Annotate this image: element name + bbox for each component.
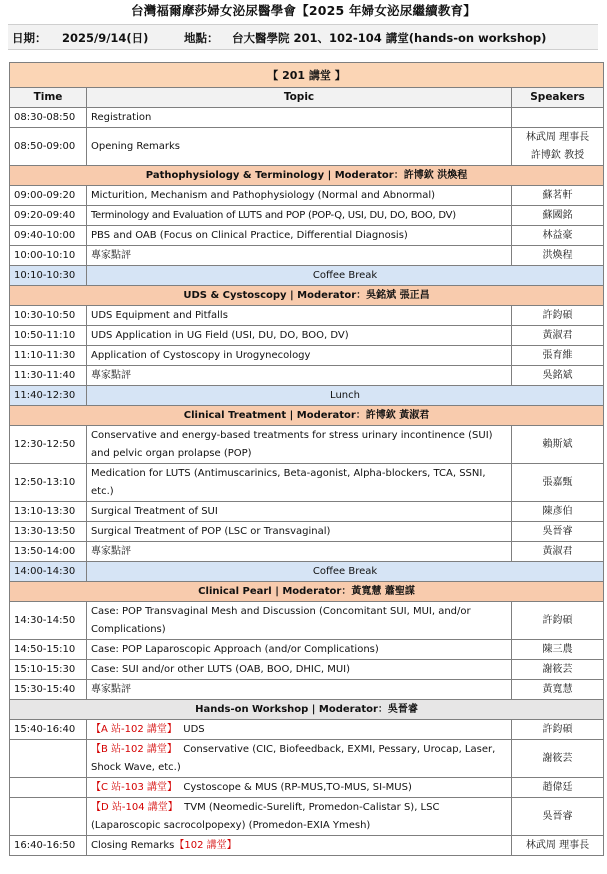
speaker-cell [512,108,604,128]
speaker-cell: 陳彥伯 [512,502,604,522]
date-value: 2025/9/14(日) [62,31,149,45]
time-cell: 10:10-10:30 [10,266,87,286]
table-row [10,306,604,326]
time-cell: 15:30-15:40 [10,680,87,700]
date-label: 日期： [12,31,47,45]
time-cell: 10:30-10:50 [10,306,87,326]
speaker-cell: 張嘉甄 [512,464,604,502]
time-cell: 14:00-14:30 [10,562,87,582]
time-cell: 13:10-13:30 [10,502,87,522]
speaker-cell: 趙偉廷 [512,778,604,798]
event-info-bar [8,24,598,50]
table-row [10,542,604,562]
speaker-cell: 許鈞碩 [512,720,604,740]
time-cell: 10:50-11:10 [10,326,87,346]
speaker-cell: 張育維 [512,346,604,366]
speaker-cell: 吳銘斌 [512,366,604,386]
time-cell: 11:10-11:30 [10,346,87,366]
topic-cell: Medication for LUTS (Antimuscarinics, Beta-agonist, Alpha-blockers, TCA, SSNI, etc.) [87,464,512,502]
table-row [10,108,604,128]
section-heading: Clinical Treatment | Moderator：許博欽 黃淑君 [10,406,604,426]
closing-room: 【102 講堂】 [174,840,237,851]
speaker-cell [512,128,604,166]
table-row [10,326,604,346]
topic-cell: 專家點評 [87,366,512,386]
station-label: 【A 站-102 講堂】 [91,724,177,735]
break-label: Coffee Break [87,562,604,582]
time-cell: 11:30-11:40 [10,366,87,386]
time-cell: 11:40-12:30 [10,386,87,406]
speaker-name: 許博欽 教授 [530,149,585,161]
topic-cell [87,798,512,836]
speaker-cell: 許鈞碩 [512,306,604,326]
break-label: Lunch [87,386,604,406]
speaker-cell: 黃寬慧 [512,680,604,700]
speaker-cell: 吳晉睿 [512,522,604,542]
column-header-topic: Topic [87,88,512,108]
table-row [10,426,604,464]
topic-cell: Surgical Treatment of POP (LSC or Transvaginal) [87,522,512,542]
time-cell: 12:50-13:10 [10,464,87,502]
time-cell: 08:30-08:50 [10,108,87,128]
time-cell: 09:20-09:40 [10,206,87,226]
speaker-cell: 許鈞碩 [512,602,604,640]
station-topic: TVM (Neomedic-Surelift, Promedon-Calistar S), LSC (Laparoscopic sacrocolpopexy) (Promedon-EXIA Ymesh) [91,801,440,831]
time-cell: 16:40-16:50 [10,836,87,856]
topic-cell: Terminology and Evaluation of LUTS and POP (POP-Q, USI, DU, DO, BOO, DV) [87,206,512,226]
schedule-table [9,62,604,856]
speaker-name: 林武周 理事長 [525,131,590,143]
section-heading: Clinical Pearl | Moderator：黃寬慧 蕭聖謀 [10,582,604,602]
table-row [10,226,604,246]
table-row [10,464,604,502]
topic-cell [87,778,512,798]
speaker-cell: 蘇國銘 [512,206,604,226]
topic-cell: Opening Remarks [87,128,512,166]
time-cell [10,798,87,836]
speaker-cell: 謝筱芸 [512,740,604,778]
time-cell: 13:50-14:00 [10,542,87,562]
section-heading: Hands-on Workshop | Moderator：吳晉睿 [10,700,604,720]
closing-topic: Closing Remarks [91,840,175,851]
topic-cell: Micturition, Mechanism and Pathophysiology (Normal and Abnormal) [87,186,512,206]
time-cell [10,778,87,798]
table-row [10,660,604,680]
speaker-cell: 洪煥程 [512,246,604,266]
time-cell: 12:30-12:50 [10,426,87,464]
topic-cell: UDS Equipment and Pitfalls [87,306,512,326]
table-row [10,366,604,386]
table-row [10,128,604,166]
speaker-cell: 林益豪 [512,226,604,246]
break-label: Coffee Break [87,266,604,286]
table-row [10,602,604,640]
topic-cell: Application of Cystoscopy in Urogynecology [87,346,512,366]
speaker-cell: 林武周 理事長 [512,836,604,856]
table-row [10,186,604,206]
speaker-cell: 賴斯斌 [512,426,604,464]
column-header-speakers: Speakers [512,88,604,108]
time-cell: 14:30-14:50 [10,602,87,640]
column-header-time: Time [10,88,87,108]
topic-cell [87,836,512,856]
topic-cell: Surgical Treatment of SUI [87,502,512,522]
time-cell: 14:50-15:10 [10,640,87,660]
topic-cell: UDS Application in UG Field (USI, DU, DO, BOO, DV) [87,326,512,346]
topic-cell: 專家點評 [87,542,512,562]
table-row [10,798,604,836]
time-cell: 15:40-16:40 [10,720,87,740]
station-label: 【C 站-103 講堂】 [91,782,178,793]
time-cell: 08:50-09:00 [10,128,87,166]
table-row [10,206,604,226]
topic-cell: 專家點評 [87,680,512,700]
station-topic: Conservative (CIC, Biofeedback, EXMI, Pessary, Urocap, Laser, Shock Wave, etc.) [91,743,496,773]
speaker-cell: 黃淑君 [512,542,604,562]
location-value: 台大醫學院 201、102-104 講堂(hands-on workshop) [232,31,547,45]
speaker-cell: 蘇茗軒 [512,186,604,206]
topic-cell: Conservative and energy-based treatments for stress urinary incontinence (SUI) and pelvic organ prolapse (POP) [87,426,512,464]
topic-cell: Case: SUI and/or other LUTS (OAB, BOO, DHIC, MUI) [87,660,512,680]
time-cell [10,740,87,778]
time-cell: 13:30-13:50 [10,522,87,542]
speaker-cell: 黃淑君 [512,326,604,346]
section-heading: UDS & Cystoscopy | Moderator：吳銘斌 張正昌 [10,286,604,306]
room-heading: 【 201 講堂 】 [10,63,604,88]
speaker-cell: 謝筱芸 [512,660,604,680]
topic-cell: Case: POP Laparoscopic Approach (and/or Complications) [87,640,512,660]
topic-cell [87,720,512,740]
station-topic: UDS [183,724,205,735]
table-row [10,720,604,740]
table-row [10,778,604,798]
topic-cell: PBS and OAB (Focus on Clinical Practice, Differential Diagnosis) [87,226,512,246]
location-label: 地點： [184,31,219,45]
time-cell: 09:40-10:00 [10,226,87,246]
table-row [10,522,604,542]
time-cell: 15:10-15:30 [10,660,87,680]
topic-cell: Registration [87,108,512,128]
station-topic: Cystoscope & MUS (RP-MUS,TO-MUS, SI-MUS) [183,782,412,793]
table-row [10,246,604,266]
topic-cell [87,740,512,778]
table-row [10,502,604,522]
topic-cell: 專家點評 [87,246,512,266]
station-label: 【D 站-104 講堂】 [91,801,178,813]
section-heading: Pathophysiology & Terminology | Moderator：許博欽 洪煥程 [10,166,604,186]
station-label: 【B 站-102 講堂】 [91,743,177,755]
time-cell: 09:00-09:20 [10,186,87,206]
table-row [10,346,604,366]
table-row [10,640,604,660]
page-title: 台灣福爾摩莎婦女泌尿醫學會【2025 年婦女泌尿繼續教育】 [131,3,476,18]
table-row [10,680,604,700]
time-cell: 10:00-10:10 [10,246,87,266]
topic-cell: Case: POP Transvaginal Mesh and Discussion (Concomitant SUI, MUI, and/or Complications) [87,602,512,640]
speaker-cell: 陳三農 [512,640,604,660]
speaker-cell: 吳晉睿 [512,798,604,836]
table-row [10,740,604,778]
table-row [10,836,604,856]
